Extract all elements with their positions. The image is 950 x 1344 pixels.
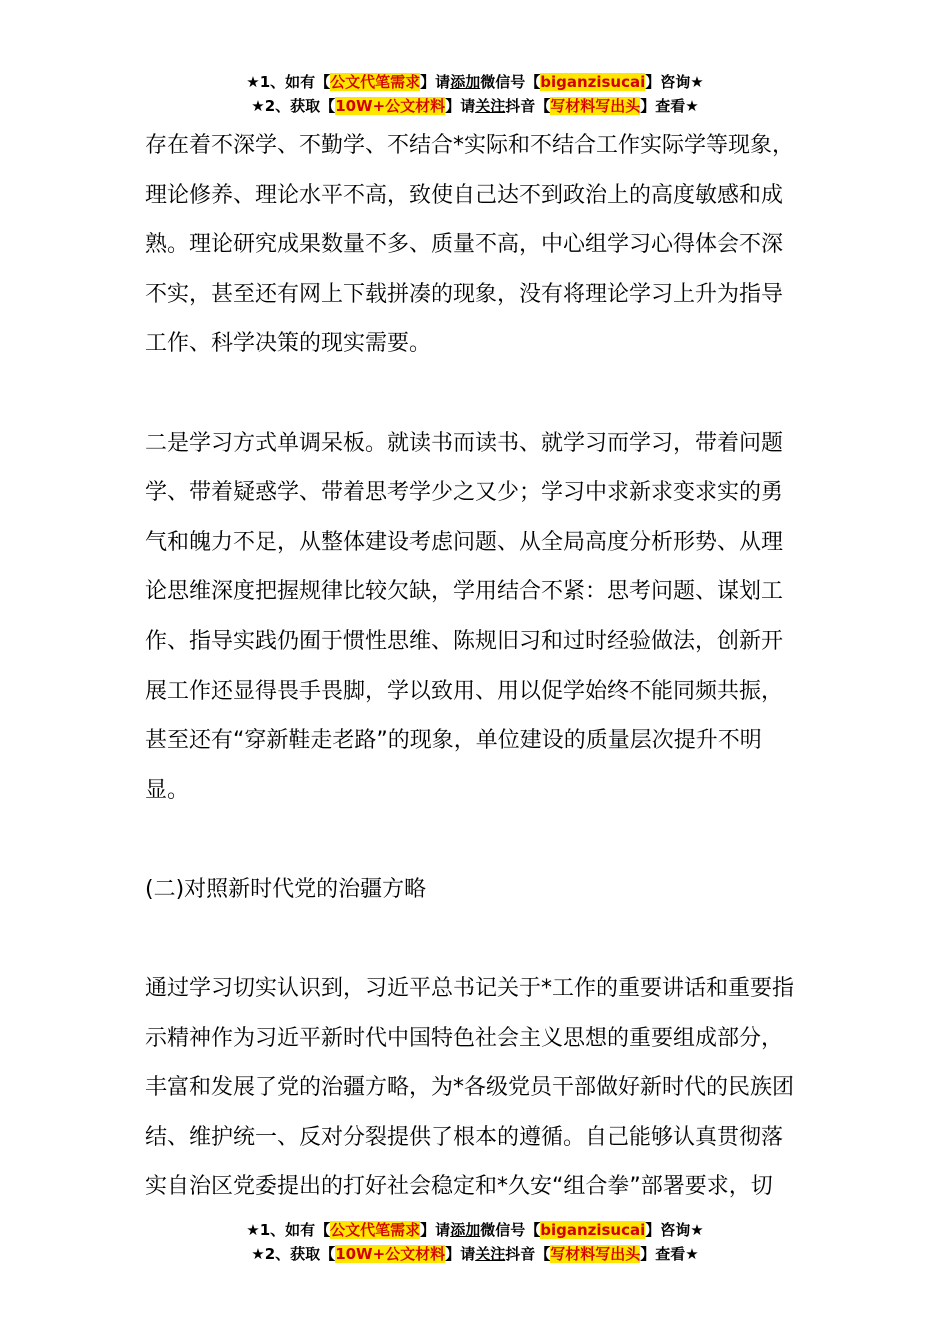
header-banner (0, 70, 950, 118)
banner-line-2-highlight-2: 写材料写出头 (550, 1245, 641, 1263)
banner-line-1-middle-2: 微信号【 (480, 73, 541, 91)
paragraph-3: 通过学习切实认识到，习近平总书记关于*工作的重要讲话和重要指 示精神作为习近平新时代中国特色社会主义思想的重要组成部分， 丰富和发展了党的治疆方略，为*各级党员干部做好新时代的民族团 结、维护统一、反对分裂提供了根本的遵循。自己能够认真贯彻落 实自治区党委提出的打好社会稳定和*久安“组合拳”部署要求，切 (145, 976, 795, 1200)
banner-line-2 (0, 1242, 950, 1266)
paragraph-2: 二是学习方式单调呆板。就读书而读书、就学习而学习，带着问题 学、带着疑惑学、带着思考学少之又少；学习中求新求变求实的勇 气和魄力不足，从整体建设考虑问题、从全局高度分析形势、从理 论思维深度把握规律比较欠缺，学用结合不紧：思考问题、谋划工 作、指导实践仍囿于惯性思维、陈规旧习和过时经验做法，创新开 展工作还显得畏手畏脚，学以致用、用以促学始终不能同频共振， 甚至还有“穿新鞋走老路”的现象，单位建设的质量层次提升不明 显。 (145, 430, 784, 803)
banner-line-1-middle-1: 】请 (420, 1221, 451, 1239)
footer-banner (0, 1218, 950, 1266)
banner-line-2-underlined: 关注 (475, 97, 506, 115)
banner-line-2-middle-2: 抖音【 (505, 1245, 551, 1263)
banner-line-2-highlight-1: 10W+公文材料 (335, 97, 446, 115)
banner-line-1-highlight-2: biganzisucai (540, 73, 646, 91)
banner-line-1-middle-2: 微信号【 (480, 1221, 541, 1239)
document-body (145, 121, 807, 1212)
paragraph-gap (145, 815, 807, 865)
banner-line-2-prefix: ★2、获取【 (251, 97, 336, 115)
banner-line-2-middle-2: 抖音【 (505, 97, 551, 115)
banner-line-1-highlight-2: biganzisucai (540, 1221, 646, 1239)
banner-line-2-middle-1: 】请 (445, 97, 476, 115)
banner-line-2-suffix: 】查看★ (640, 97, 699, 115)
banner-line-1-prefix: ★1、如有【 (246, 1221, 331, 1239)
paragraph-1: 存在着不深学、不勤学、不结合*实际和不结合工作实际学等现象， 理论修养、理论水平不高，致使自己达不到政治上的高度敏感和成 熟。理论研究成果数量不多、质量不高，中心组学习心得体会不深 不实，甚至还有网上下载拼凑的现象，没有将理论学习上升为指导 工作、科学决策的现实需要。 (145, 133, 795, 357)
banner-line-1 (0, 1218, 950, 1242)
banner-line-1-middle-1: 】请 (420, 73, 451, 91)
banner-line-1-highlight-1: 公文代笔需求 (330, 73, 421, 91)
banner-line-1-prefix: ★1、如有【 (246, 73, 331, 91)
banner-line-2-highlight-2: 写材料写出头 (550, 97, 641, 115)
banner-line-2 (0, 94, 950, 118)
banner-line-1-underlined: 添加 (450, 73, 481, 91)
paragraph-gap (145, 915, 807, 965)
banner-line-1 (0, 70, 950, 94)
banner-line-1-underlined: 添加 (450, 1221, 481, 1239)
banner-line-1-highlight-1: 公文代笔需求 (330, 1221, 421, 1239)
banner-line-2-prefix: ★2、获取【 (251, 1245, 336, 1263)
banner-line-2-suffix: 】查看★ (640, 1245, 699, 1263)
banner-line-1-suffix: 】咨询★ (645, 73, 704, 91)
section-heading: (二)对照新时代党的治疆方略 (145, 876, 427, 902)
paragraph-gap (145, 369, 807, 419)
banner-line-1-suffix: 】咨询★ (645, 1221, 704, 1239)
banner-line-2-underlined: 关注 (475, 1245, 506, 1263)
banner-line-2-highlight-1: 10W+公文材料 (335, 1245, 446, 1263)
banner-line-2-middle-1: 】请 (445, 1245, 476, 1263)
